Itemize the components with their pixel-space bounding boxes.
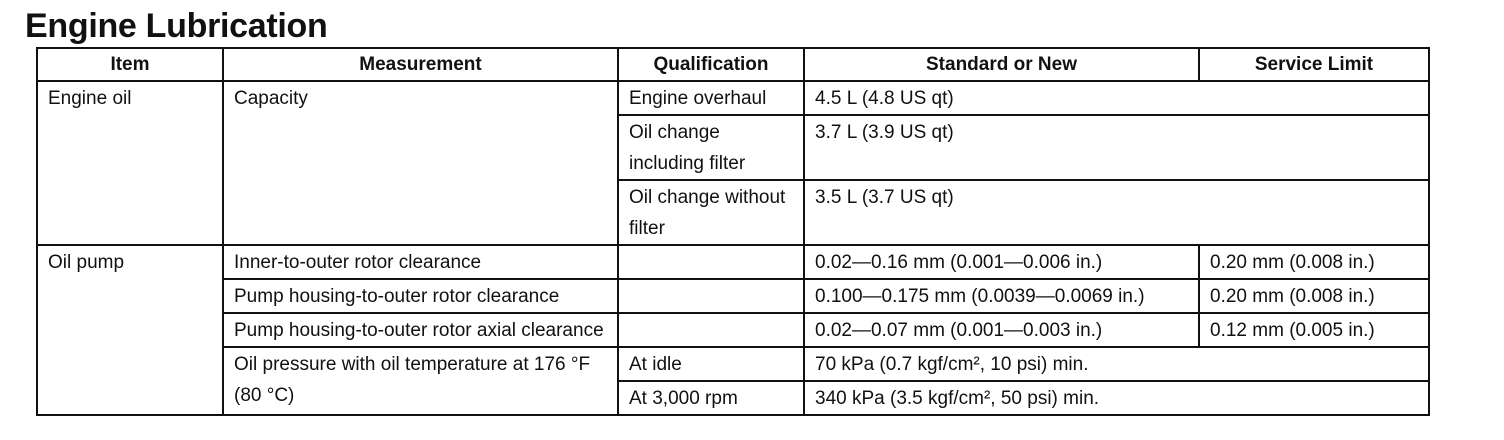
spec-table xyxy=(36,47,1430,416)
qualification-cell: Engine overhaul xyxy=(618,81,804,115)
standard-cell: 0.100—0.175 mm (0.0039—0.0069 in.) xyxy=(804,279,1199,313)
header-service-limit: Service Limit xyxy=(1199,48,1429,81)
header-item: Item xyxy=(37,48,223,81)
header-standard: Standard or New xyxy=(804,48,1199,81)
table-row xyxy=(37,245,1429,279)
standard-cell: 4.5 L (4.8 US qt) xyxy=(804,81,1429,115)
measurement-cell: Inner-to-outer rotor clearance xyxy=(223,245,618,279)
measurement-cell: Oil pressure with oil temperature at 176 °F (80 °C) xyxy=(223,347,618,415)
table-row xyxy=(37,81,1429,115)
standard-cell: 340 kPa (3.5 kgf/cm², 50 psi) min. xyxy=(804,381,1429,415)
standard-cell: 0.02—0.07 mm (0.001—0.003 in.) xyxy=(804,313,1199,347)
qualification-cell: Oil change including filter xyxy=(618,115,804,180)
table-row xyxy=(37,279,1429,313)
qualification-cell xyxy=(618,279,804,313)
measurement-cell: Pump housing-to-outer rotor axial clearance xyxy=(223,313,618,347)
qualification-cell xyxy=(618,245,804,279)
service-limit-cell: 0.20 mm (0.008 in.) xyxy=(1199,245,1429,279)
table-row xyxy=(37,347,1429,381)
page-title: Engine Lubrication xyxy=(25,7,328,45)
qualification-cell: Oil change without filter xyxy=(618,180,804,245)
qualification-cell: At 3,000 rpm xyxy=(618,381,804,415)
standard-cell: 0.02—0.16 mm (0.001—0.006 in.) xyxy=(804,245,1199,279)
standard-cell: 3.5 L (3.7 US qt) xyxy=(804,180,1429,245)
qualification-cell: At idle xyxy=(618,347,804,381)
header-qualification: Qualification xyxy=(618,48,804,81)
measurement-cell: Capacity xyxy=(223,81,618,245)
item-cell: Engine oil xyxy=(37,81,223,245)
service-limit-cell: 0.20 mm (0.008 in.) xyxy=(1199,279,1429,313)
standard-cell: 70 kPa (0.7 kgf/cm², 10 psi) min. xyxy=(804,347,1429,381)
table-header-row xyxy=(37,48,1429,81)
header-measurement: Measurement xyxy=(223,48,618,81)
standard-cell: 3.7 L (3.9 US qt) xyxy=(804,115,1429,180)
item-cell: Oil pump xyxy=(37,245,223,415)
table-row xyxy=(37,313,1429,347)
measurement-cell: Pump housing-to-outer rotor clearance xyxy=(223,279,618,313)
qualification-cell xyxy=(618,313,804,347)
service-limit-cell: 0.12 mm (0.005 in.) xyxy=(1199,313,1429,347)
